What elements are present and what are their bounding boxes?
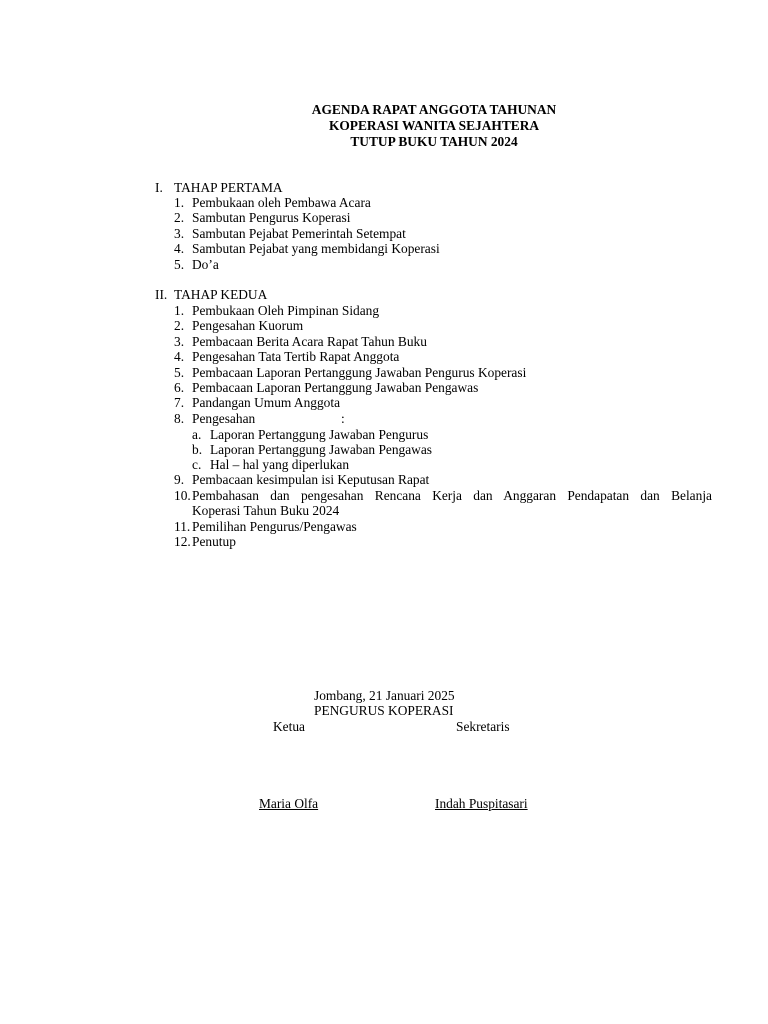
item-number: 9.	[174, 472, 185, 487]
signatory-chairman-name: Maria Olfa	[259, 796, 319, 811]
sub-list-item: Laporan Pertanggung Jawaban Pengawas	[210, 442, 432, 457]
item-number: 10.	[174, 488, 191, 503]
list-item: Pandangan Umum Anggota	[192, 395, 341, 410]
sub-list-item: Hal – hal yang diperlukan	[210, 457, 350, 472]
list-item-continuation: Koperasi Tahun Buku 2024	[192, 503, 340, 518]
item-number: 4.	[174, 241, 185, 256]
list-item: Pembukaan oleh Pembawa Acara	[192, 195, 371, 210]
place-date: Jombang, 21 Januari 2025	[314, 688, 455, 703]
section-1-heading: TAHAP PERTAMA	[174, 180, 283, 195]
section-2-numeral: II.	[155, 287, 168, 302]
item-number: 7.	[174, 395, 185, 410]
colon-separator: :	[341, 411, 345, 426]
title-line-1: AGENDA RAPAT ANGGOTA TAHUNAN	[311, 102, 557, 117]
item-number: 12.	[174, 534, 191, 549]
item-number: 8.	[174, 411, 185, 426]
list-item: Pengesahan	[192, 411, 256, 426]
signatory-secretary-name: Indah Puspitasari	[435, 796, 528, 811]
list-item: Pengesahan Tata Tertib Rapat Anggota	[192, 349, 400, 364]
item-number: 3.	[174, 226, 185, 241]
title-line-3: TUTUP BUKU TAHUN 2024	[350, 134, 518, 149]
list-item: Sambutan Pejabat yang membidangi Koperasi	[192, 241, 440, 256]
role-chairman: Ketua	[273, 719, 305, 734]
list-item: Pengesahan Kuorum	[192, 318, 304, 333]
document-title	[0, 102, 768, 150]
item-number: 6.	[174, 380, 185, 395]
organization-name: PENGURUS KOPERASI	[314, 703, 454, 718]
list-item: Pembacaan Laporan Pertanggung Jawaban Pengawas	[192, 380, 479, 395]
item-number: 5.	[174, 257, 185, 272]
sub-item-letter: a.	[192, 427, 202, 442]
sub-item-letter: c.	[192, 457, 202, 472]
item-number: 2.	[174, 318, 185, 333]
item-number: 11.	[174, 519, 191, 534]
section-2-heading: TAHAP KEDUA	[174, 287, 268, 302]
list-item: Pembacaan kesimpulan isi Keputusan Rapat	[192, 472, 430, 487]
list-item: Sambutan Pengurus Koperasi	[192, 210, 351, 225]
section-1-numeral: I.	[155, 180, 163, 195]
item-number: 5.	[174, 365, 185, 380]
role-secretary: Sekretaris	[456, 719, 510, 734]
list-item: Pembacaan Berita Acara Rapat Tahun Buku	[192, 334, 427, 349]
list-item: Pemilihan Pengurus/Pengawas	[192, 519, 357, 534]
item-number: 3.	[174, 334, 185, 349]
item-number: 4.	[174, 349, 185, 364]
list-item: Pembukaan Oleh Pimpinan Sidang	[192, 303, 380, 318]
list-item: Pembacaan Laporan Pertanggung Jawaban Pengurus Koperasi	[192, 365, 527, 380]
item-number: 1.	[174, 195, 185, 210]
list-item: Sambutan Pejabat Pemerintah Setempat	[192, 226, 406, 241]
list-item: Do’a	[192, 257, 219, 272]
sub-item-letter: b.	[192, 442, 203, 457]
item-number: 1.	[174, 303, 185, 318]
title-line-2: KOPERASI WANITA SEJAHTERA	[328, 118, 540, 133]
list-item: Penutup	[192, 534, 236, 549]
list-item: Pembahasan dan pengesahan Rencana Kerja dan Anggaran Pendapatan dan Belanja	[192, 488, 712, 503]
sub-list-item: Laporan Pertanggung Jawaban Pengurus	[210, 427, 429, 442]
item-number: 2.	[174, 210, 185, 225]
